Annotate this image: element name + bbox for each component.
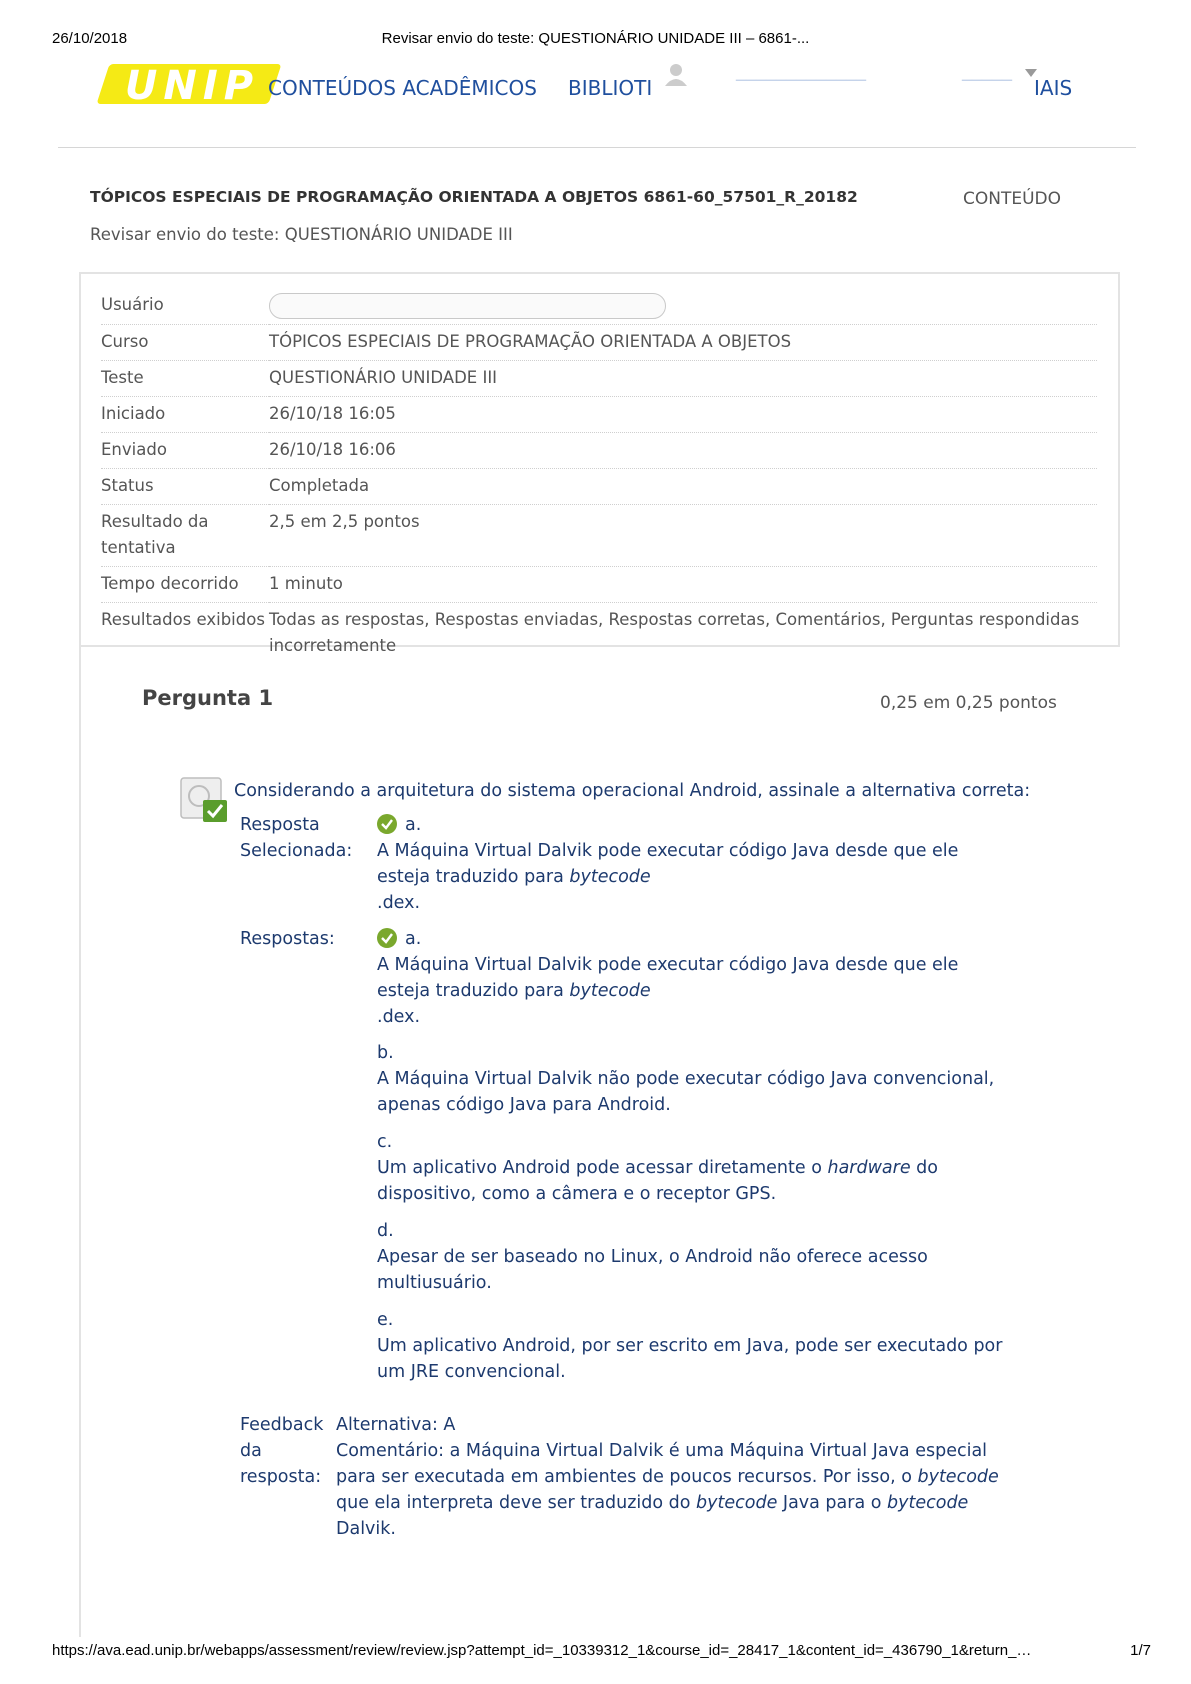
summary-label: Resultados exibidos (101, 609, 265, 629)
selected-answer-letter: a. (377, 812, 1017, 838)
print-title: Revisar envio do teste: QUESTIONÁRIO UNIDADE III – 6861-... (381, 30, 810, 47)
summary-label: Usuário (101, 295, 164, 314)
print-date: 26/10/2018 (52, 30, 128, 47)
summary-label: Iniciado (101, 403, 166, 423)
answer-option-e (377, 1307, 1017, 1385)
summary-value: Todas as respostas, Respostas enviadas, Respostas corretas, Comentários, Perguntas respondidas incorretamente (269, 609, 1080, 655)
selected-answer-label: Resposta Selecionada: (240, 815, 353, 861)
summary-value-redacted (269, 288, 1097, 324)
summary-value: Completada (269, 475, 370, 495)
nav-conteudos-academicos[interactable]: CONTEÚDOS ACADÊMICOS (268, 76, 537, 100)
summary-value: 2,5 em 2,5 pontos (269, 511, 420, 531)
answer-letter: e. (377, 1310, 394, 1330)
summary-label: Resultado da tentativa (101, 511, 209, 557)
top-navigation (0, 62, 1191, 122)
nav-tutoriais[interactable]: IAIS (1034, 76, 1073, 100)
answer-text-ext: .dex. (377, 1007, 421, 1027)
selected-answer (377, 812, 1017, 916)
feedback-comment: Comentário: a Máquina Virtual Dalvik é uma Máquina Virtual Java especial para ser executada em ambientes de poucos recursos. Por isso, o bytecode que ela interpreta deve ser traduzido do bytecode Java para o bytecode Dalvik. (336, 1441, 999, 1539)
check-icon (377, 928, 397, 948)
chevron-down-icon[interactable] (1024, 68, 1038, 78)
summary-label: Teste (101, 367, 144, 387)
question-points: 0,25 em 0,25 pontos (880, 693, 1057, 713)
selected-answer-ext: .dex. (377, 893, 421, 913)
summary-value: 26/10/18 16:06 (269, 439, 396, 459)
feedback-text (336, 1412, 1026, 1542)
summary-label: Curso (101, 331, 149, 351)
summary-row-curso (101, 324, 1097, 360)
summary-row-status (101, 468, 1097, 504)
summary-row-enviado (101, 432, 1097, 468)
summary-value: 26/10/18 16:05 (269, 403, 396, 423)
page-subtitle: Revisar envio do teste: QUESTIONÁRIO UNIDADE III (90, 225, 513, 244)
summary-label: Enviado (101, 439, 167, 459)
summary-row-tempo (101, 566, 1097, 602)
print-url: https://ava.ead.unip.br/webapps/assessment/review/review.jsp?attempt_id=_10339312_1&course_id=_28417_1&content_id=_436790_1&return_… (52, 1642, 1032, 1659)
nav-tutoriais-faded: ‾‾‾‾‾ (962, 76, 1012, 100)
attempt-summary-table (101, 288, 1097, 664)
answer-letter: c. (377, 1132, 393, 1152)
answer-text: A Máquina Virtual Dalvik pode executar código Java desde que ele esteja traduzido para bytecode (377, 955, 959, 1001)
selected-answer-text: A Máquina Virtual Dalvik pode executar código Java desde que ele esteja traduzido para bytecode (377, 841, 959, 887)
answer-text: A Máquina Virtual Dalvik não pode executar código Java convencional, apenas código Java para Android. (377, 1069, 995, 1115)
summary-value: 1 minuto (269, 573, 343, 593)
question-text: Considerando a arquitetura do sistema operacional Android, assinale a alternativa correta: (234, 781, 1031, 801)
nav-mural-do-aluno[interactable]: ‾‾‾‾‾‾‾‾‾‾‾‾‾ (736, 76, 866, 100)
content-border (79, 647, 81, 1637)
answers-label: Respostas: (240, 929, 335, 949)
nav-bibliotecas[interactable]: BIBLIOTI (568, 76, 653, 100)
answer-letter: a. (377, 926, 1017, 952)
answer-text: Um aplicativo Android, por ser escrito em Java, pode ser executado por um JRE convencional. (377, 1336, 1003, 1382)
correct-answer-icon (179, 776, 229, 826)
course-title: TÓPICOS ESPECIAIS DE PROGRAMAÇÃO ORIENTADA A OBJETOS 6861-60_57501_R_20182 (90, 188, 858, 206)
answer-text: Apesar de ser baseado no Linux, o Android não oferece acesso multiusuário. (377, 1247, 928, 1293)
answer-text: Um aplicativo Android pode acessar diretamente o hardware do dispositivo, como a câmera e o receptor GPS. (377, 1158, 938, 1204)
answer-option-a (377, 926, 1017, 1030)
summary-row-resultado (101, 504, 1097, 566)
summary-row-usuario (101, 288, 1097, 324)
answer-option-c (377, 1129, 1017, 1207)
answer-option-b (377, 1040, 1017, 1118)
question-title: Pergunta 1 (142, 686, 274, 710)
feedback-alternative: Alternativa: A (336, 1415, 456, 1435)
summary-label: Status (101, 475, 154, 495)
check-icon (377, 814, 397, 834)
answer-letter: b. (377, 1043, 394, 1063)
summary-row-iniciado (101, 396, 1097, 432)
user-avatar-icon[interactable] (663, 62, 689, 88)
summary-row-resultados-exibidos (101, 602, 1097, 664)
conteudo-link[interactable]: CONTEÚDO (963, 189, 1062, 209)
redacted-user (269, 293, 666, 319)
summary-value: TÓPICOS ESPECIAIS DE PROGRAMAÇÃO ORIENTADA A OBJETOS (269, 331, 792, 351)
summary-value: QUESTIONÁRIO UNIDADE III (269, 367, 498, 387)
answer-letter: d. (377, 1221, 394, 1241)
summary-row-teste (101, 360, 1097, 396)
summary-label: Tempo decorrido (101, 573, 239, 593)
divider (58, 147, 1136, 148)
print-page-number: 1/7 (1130, 1642, 1151, 1659)
unip-logo-text: UNIP (124, 63, 260, 109)
feedback-label: Feedback da resposta: (240, 1415, 324, 1487)
answer-option-d (377, 1218, 1017, 1296)
